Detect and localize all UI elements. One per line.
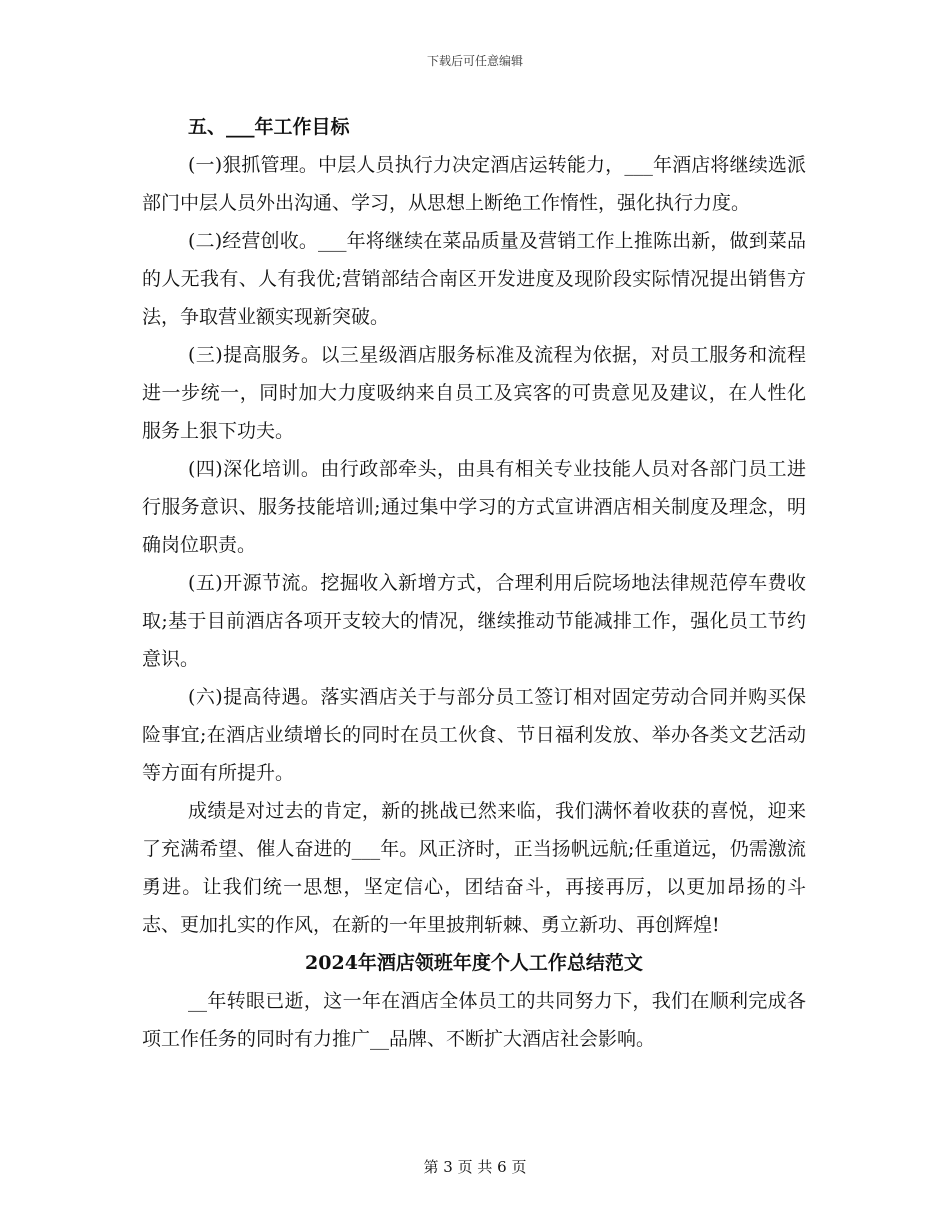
- paragraph-goal-2: (二)经营创收。___年将继续在菜品质量及营销工作上推陈出新，做到菜品的人无我有、人有我优;营销部结合南区开发进度及现阶段实际情况提出销售方法，争取营业额实现新突破。: [142, 230, 806, 328]
- paragraph-goal-3: (三)提高服务。以三星级酒店服务标准及流程为依据，对员工服务和流程进一步统一，同时加大力度吸纳来自员工及宾客的可贵意见及建议，在人性化服务上狠下功夫。: [142, 344, 806, 442]
- paragraph-goal-5: (五)开源节流。挖掘收入新增方式，合理利用后院场地法律规范停车费收取;基于目前酒店各项开支较大的情况，继续推动节能减排工作，强化员工节约意识。: [142, 572, 806, 670]
- document-body: [142, 108, 806, 1058]
- article-title: 2024年酒店领班年度个人工作总结范文: [305, 952, 643, 974]
- article-intro-paragraph: __年转眼已逝，这一年在酒店全体员工的共同努力下，我们在顺利完成各项工作任务的同时有力推广__品牌、不断扩大酒店社会影响。: [142, 990, 806, 1050]
- section-title: 五、___年工作目标: [188, 116, 350, 138]
- page-header: 下载后可任意编辑: [426, 54, 523, 68]
- paragraph-conclusion: 成绩是对过去的肯定，新的挑战已然来临，我们满怀着收获的喜悦，迎来了充满希望、催人奋进的___年。风正济时，正当扬帆远航;任重道远，仍需激流勇进。让我们统一思想，坚定信心，团结奋斗，再接再厉，以更加昂扬的斗志、更加扎实的作风，在新的一年里披荆斩棘、勇立新功、再创辉煌!: [142, 800, 806, 936]
- paragraph-goal-1: (一)狠抓管理。中层人员执行力决定酒店运转能力，___年酒店将继续选派部门中层人员外出沟通、学习，从思想上断绝工作惰性，强化执行力度。: [142, 154, 806, 214]
- paragraph-goal-4: (四)深化培训。由行政部牵头，由具有相关专业技能人员对各部门员工进行服务意识、服务技能培训;通过集中学习的方式宣讲酒店相关制度及理念，明确岗位职责。: [142, 458, 806, 556]
- paragraph-goal-6: (六)提高待遇。落实酒店关于与部分员工签订相对固定劳动合同并购买保险事宜;在酒店业绩增长的同时在员工伙食、节日福利发放、举办各类文艺活动等方面有所提升。: [142, 686, 806, 784]
- page-number: 第 3 页 共 6 页: [423, 1158, 527, 1176]
